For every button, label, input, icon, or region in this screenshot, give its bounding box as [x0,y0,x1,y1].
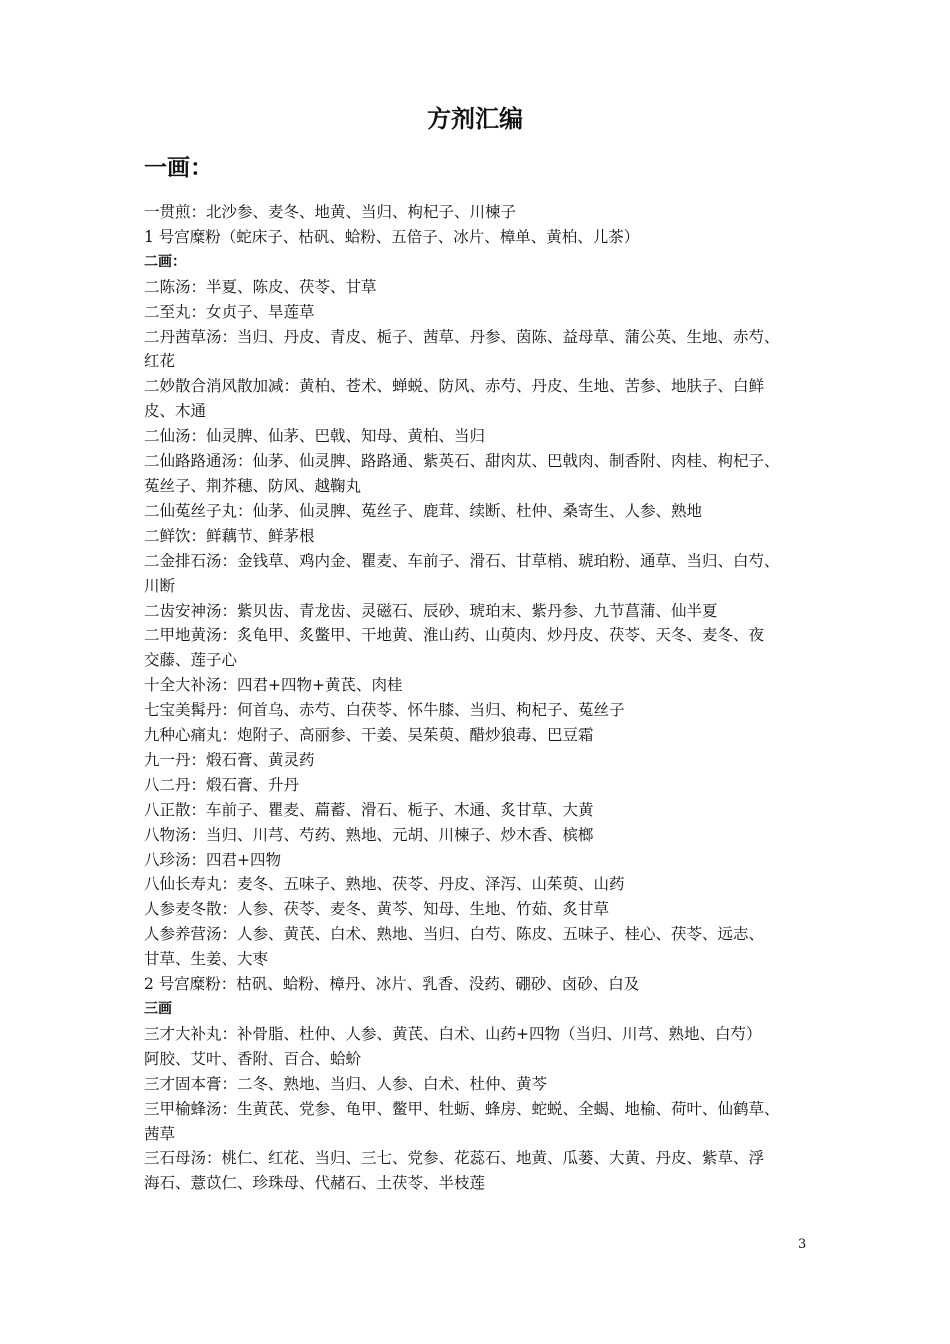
prescription-line: 八仙长寿丸：麦冬、五味子、熟地、茯苓、丹皮、泽泻、山茱萸、山药 [144,875,625,894]
prescription-line: 九种心痛丸：炮附子、高丽参、干姜、吴茱萸、醋炒狼毒、巴豆霜 [144,726,594,745]
prescription-line: 二金排石汤：金钱草、鸡内金、瞿麦、车前子、滑石、甘草梢、琥珀粉、通草、当归、白芍、 [144,551,780,570]
stroke-count-heading: 二画： [144,253,186,270]
prescription-line: 川断 [144,576,176,595]
page-number: 3 [798,1237,807,1252]
prescription-line: 八物汤：当归、川芎、芍药、熟地、元胡、川楝子、炒木香、槟榔 [144,825,594,844]
stroke-count-heading: 三画 [144,1001,172,1017]
prescription-line: 茜草 [144,1124,176,1143]
prescription-line: 十全大补汤：四君+四物+黄芪、肉桂 [144,676,403,695]
prescription-line: 阿胶、艾叶、香附、百合、蛤蚧 [144,1049,362,1068]
prescription-line: 海石、薏苡仁、珍珠母、代赭石、土茯苓、半枝莲 [144,1174,486,1193]
prescription-line: 人参养营汤：人参、黄芪、白术、熟地、当归、白芍、陈皮、五味子、桂心、茯苓、远志、 [144,925,765,944]
prescription-line: 三甲榆蜂汤：生黄芪、党参、龟甲、鳖甲、牡蛎、蜂房、蛇蜕、全蝎、地榆、荷叶、仙鹤草、 [144,1099,780,1118]
prescription-line: 二齿安神汤：紫贝齿、青龙齿、灵磁石、辰砂、琥珀末、紫丹参、九节菖蒲、仙半夏 [144,601,718,620]
prescription-line: 二陈汤：半夏、陈皮、茯苓、甘草 [144,277,377,296]
prescription-line: 1 号宫糜粉（蛇床子、枯矾、蛤粉、五倍子、冰片、樟单、黄柏、儿茶） [144,227,640,246]
prescription-line: 甘草、生姜、大枣 [144,950,269,969]
prescription-line: 八二丹：煅石膏、升丹 [144,775,300,794]
prescription-line: 三石母汤：桃仁、红花、当归、三七、党参、花蕊石、地黄、瓜蒌、大黄、丹皮、紫草、浮 [144,1149,765,1168]
prescription-line: 人参麦冬散：人参、茯苓、麦冬、黄芩、知母、生地、竹茹、炙甘草 [144,900,610,919]
page-title: 方剂汇编 [427,105,523,133]
prescription-line: 二仙路路通汤：仙茅、仙灵脾、路路通、紫英石、甜肉苁、巴戟肉、制香附、肉桂、枸杞子、 [144,452,780,471]
prescription-line: 菟丝子、荆芥穗、防风、越鞠丸 [144,476,362,495]
prescription-line: 八珍汤：四君+四物 [144,850,281,869]
prescription-line: 七宝美髯丹：何首乌、赤芍、白茯苓、怀牛膝、当归、枸杞子、菟丝子 [144,701,625,720]
prescription-list [144,200,834,1196]
prescription-line: 皮、木通 [144,402,207,421]
section-heading: 一画： [144,155,213,181]
prescription-line: 一贯煎：北沙参、麦冬、地黄、当归、枸杞子、川楝子 [144,203,517,221]
prescription-line: 红花 [144,352,176,371]
prescription-line: 二鲜饮：鲜藕节、鲜茅根 [144,526,315,545]
prescription-line: 八正散：车前子、瞿麦、萹蓄、滑石、栀子、木通、炙甘草、大黄 [144,800,594,819]
prescription-line: 交藤、莲子心 [144,651,238,670]
prescription-line: 二甲地黄汤：炙龟甲、炙鳖甲、干地黄、淮山药、山萸肉、炒丹皮、茯苓、天冬、麦冬、夜 [144,626,765,645]
prescription-line: 二仙菟丝子丸：仙茅、仙灵脾、菟丝子、鹿茸、续断、杜仲、桑寄生、人参、熟地 [144,501,703,520]
prescription-line: 三才固本膏：二冬、熟地、当归、人参、白术、杜仲、黄芩 [144,1074,548,1093]
prescription-line: 三才大补丸：补骨脂、杜仲、人参、黄芪、白术、山药+四物（当归、川芎、熟地、白芍） [144,1024,762,1043]
prescription-line: 二妙散合消风散加减：黄柏、苍术、蝉蜕、防风、赤芍、丹皮、生地、苦参、地肤子、白鲜 [144,377,765,396]
prescription-line: 二至丸：女贞子、旱莲草 [144,302,315,321]
prescription-line: 九一丹：煅石膏、黄灵药 [144,750,315,769]
prescription-line: 二丹茜草汤：当归、丹皮、青皮、栀子、茜草、丹参、茵陈、益母草、蒲公英、生地、赤芍、 [144,327,780,346]
prescription-line: 2 号宫糜粉：枯矾、蛤粉、樟丹、冰片、乳香、没药、硼砂、卤砂、白及 [144,975,640,994]
prescription-line: 二仙汤：仙灵脾、仙茅、巴戟、知母、黄柏、当归 [144,427,486,446]
